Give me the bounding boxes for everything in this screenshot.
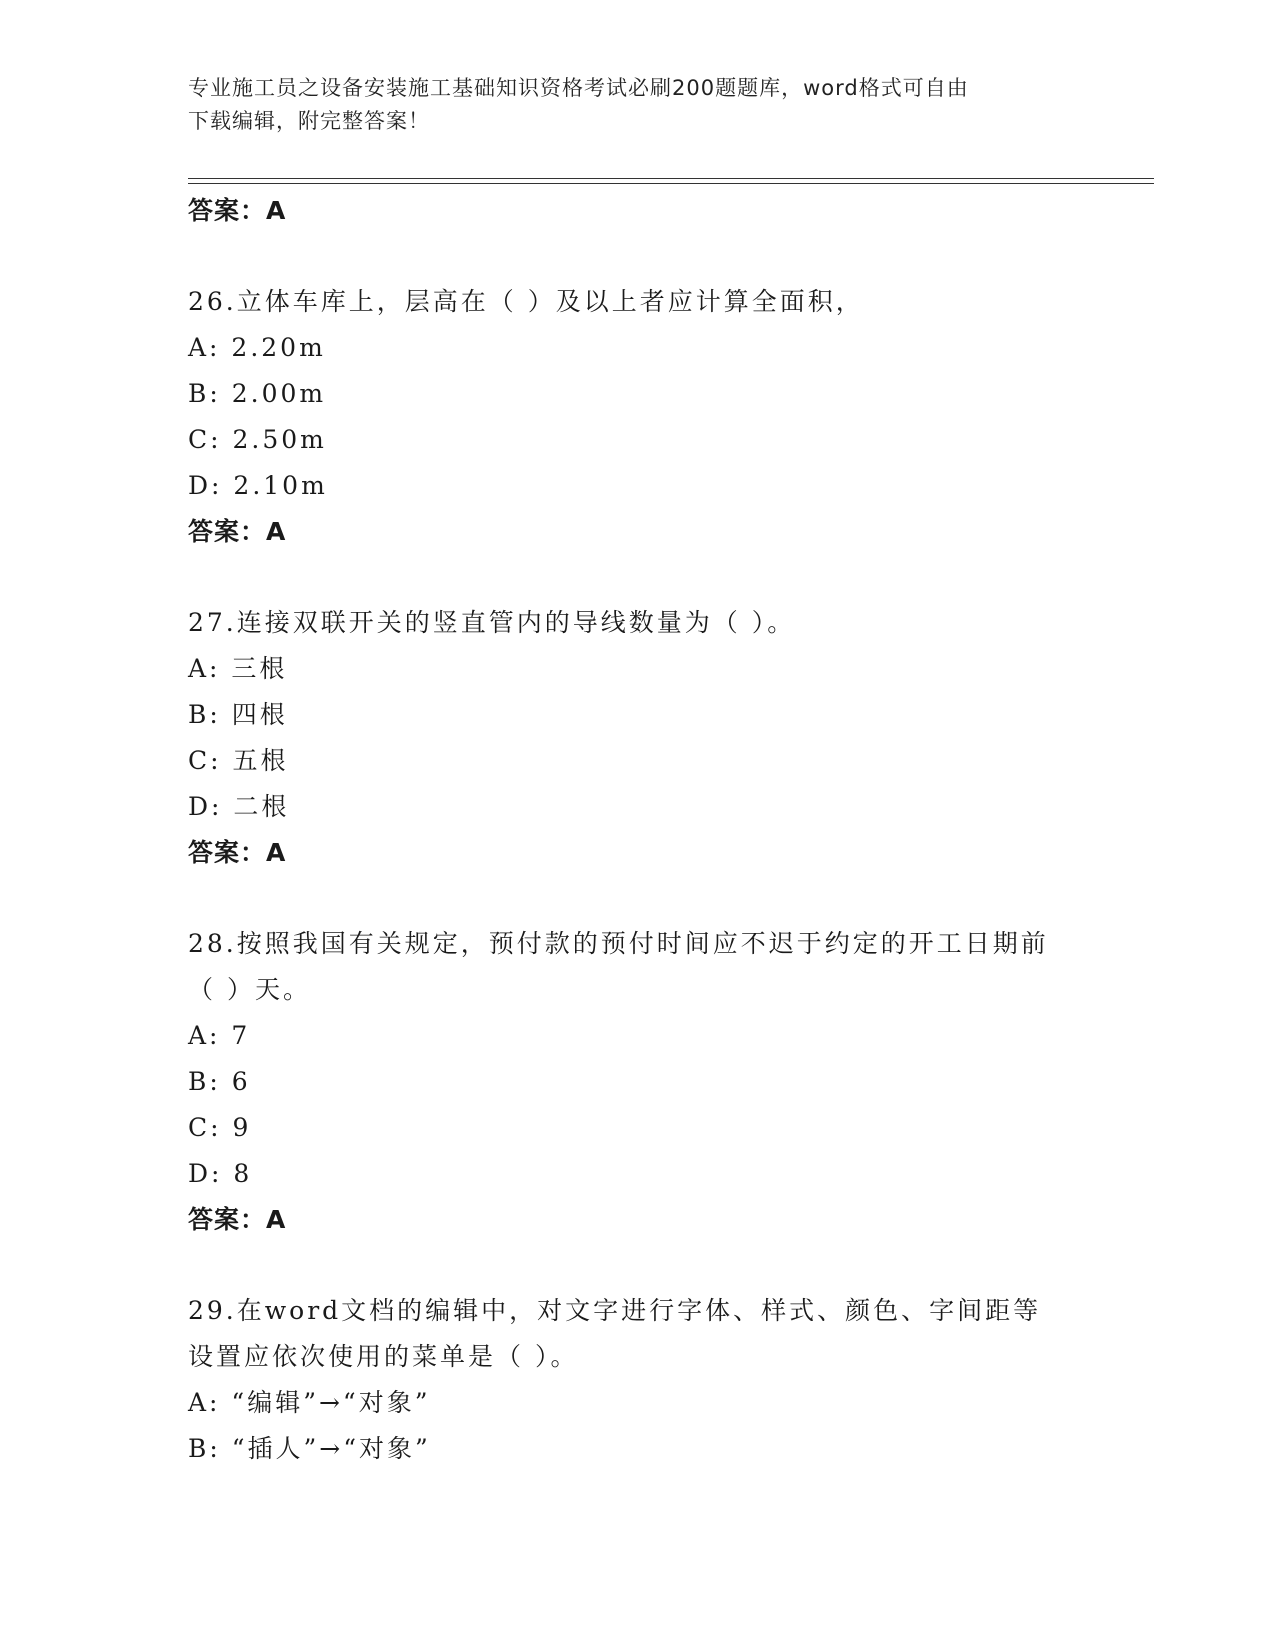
option-a: A: 2.20m xyxy=(188,333,326,362)
question-list xyxy=(188,188,1148,1472)
question-27 xyxy=(188,600,1148,876)
previous-answer: 答案：A xyxy=(188,196,287,225)
option-a: A: 7 xyxy=(188,1021,251,1050)
question-stem: 28.按照我国有关规定，预付款的预付时间应不迟于约定的开工日期前 xyxy=(188,929,1049,958)
spacer xyxy=(188,234,1148,279)
option-b: B: 6 xyxy=(188,1067,251,1096)
answer: 答案：A xyxy=(188,838,287,867)
option-a: A: “编辑”→“对象” xyxy=(188,1388,431,1417)
question-stem: 26.立体车库上，层高在（ ）及以上者应计算全面积， xyxy=(188,287,864,316)
header-rule-bottom xyxy=(188,183,1154,184)
option-d: D: 8 xyxy=(188,1159,253,1188)
answer: 答案：A xyxy=(188,517,287,546)
header-rule-top xyxy=(188,178,1154,179)
option-c: C: 9 xyxy=(188,1113,252,1142)
question-stem: 29.在word文档的编辑中，对文字进行字体、样式、颜色、字间距等 xyxy=(188,1296,1042,1325)
question-29 xyxy=(188,1288,1148,1472)
answer: 答案：A xyxy=(188,1205,287,1234)
option-c: C: 五根 xyxy=(188,746,289,775)
question-stem-continued: （ ）天。 xyxy=(188,975,311,1004)
spacer xyxy=(188,876,1148,921)
spacer xyxy=(188,555,1148,600)
option-c: C: 2.50m xyxy=(188,425,327,454)
option-b: B: 四根 xyxy=(188,700,288,729)
option-a: A: 三根 xyxy=(188,654,288,683)
question-stem-continued: 设置应依次使用的菜单是（ ）。 xyxy=(188,1342,579,1371)
spacer xyxy=(188,1243,1148,1288)
document-header xyxy=(188,72,1068,138)
question-26 xyxy=(188,279,1148,555)
header-line-2: 下载编辑，附完整答案！ xyxy=(188,109,430,133)
question-stem: 27.连接双联开关的竖直管内的导线数量为（ ）。 xyxy=(188,608,796,637)
option-d: D: 二根 xyxy=(188,792,290,821)
header-line-1: 专业施工员之设备安装施工基础知识资格考试必刷200题题库，word格式可自由 xyxy=(188,76,969,100)
question-28 xyxy=(188,921,1148,1243)
option-d: D: 2.10m xyxy=(188,471,328,500)
option-b: B: 2.00m xyxy=(188,379,327,408)
option-b: B: “插人”→“对象” xyxy=(188,1434,431,1463)
